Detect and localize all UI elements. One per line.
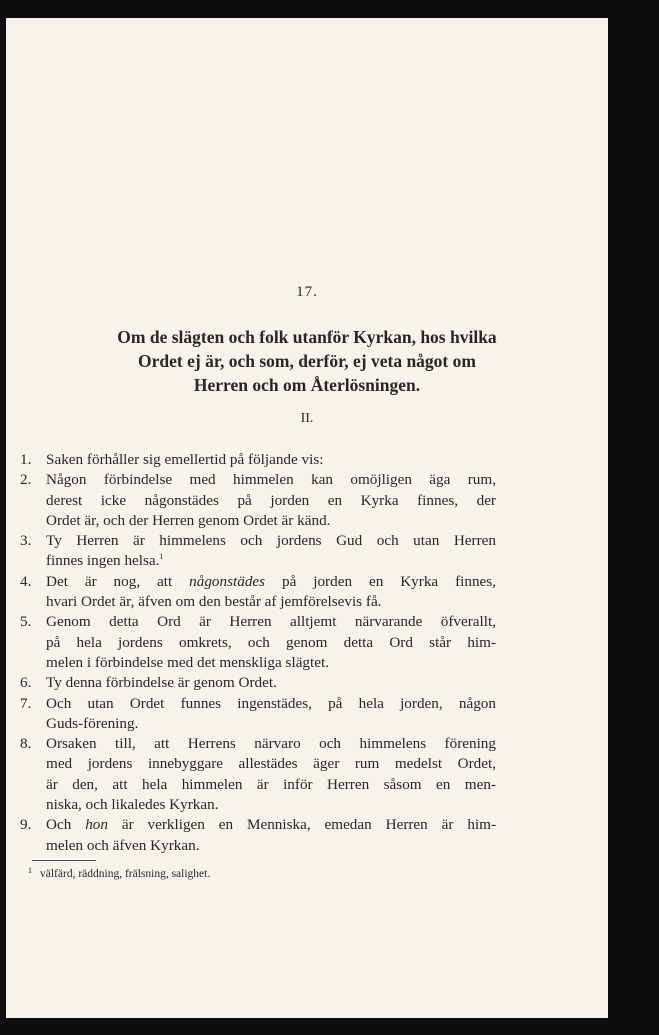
footnote-marker: 1	[28, 866, 32, 875]
footnote-ref[interactable]: 1	[159, 552, 164, 562]
part-label: II.	[300, 411, 314, 426]
paragraph-number: 8.	[20, 735, 32, 753]
paragraph-line: med jordens innebyggare allestädes äger rum medelst Ordet,	[46, 755, 496, 773]
paragraph-line: melen i förbindelse med det menskliga slägtet.	[46, 653, 330, 671]
paragraph-line: på hela jordens omkrets, och genom detta Ord står him-	[46, 633, 496, 651]
emphasis: hon	[85, 816, 108, 834]
paragraph-item	[20, 673, 496, 693]
paragraph-item	[20, 450, 496, 470]
paragraph-item	[20, 815, 496, 856]
book-page	[6, 18, 608, 1018]
paragraph-item	[20, 694, 496, 735]
footnote	[28, 868, 210, 880]
paragraph-item	[20, 531, 496, 572]
paragraph-number: 6.	[20, 674, 32, 692]
paragraph-item	[20, 470, 496, 531]
paragraph-number: 4.	[20, 572, 32, 590]
paragraph-line: Någon förbindelse med himmelen kan omöjligen äga rum,	[46, 471, 496, 489]
paragraph-item	[20, 572, 496, 613]
paragraph-line: finnes ingen helsa.	[46, 552, 160, 570]
paragraph-line: är den, att hela himmelen är inför Herren såsom en men-	[46, 775, 496, 793]
paragraph-line: niska, och likaledes Kyrkan.	[46, 796, 219, 814]
paragraph-line: Guds-förening.	[46, 714, 139, 732]
emphasis: någonstädes	[189, 572, 266, 590]
paragraph-line: hvari Ordet är, äfven om den består af jemförelsevis få.	[46, 593, 382, 611]
footnote-text: välfärd, räddning, frälsning, salighet.	[40, 868, 211, 880]
heading-line: Om de slägten och folk utanför Kyrkan, hos hvilka	[117, 327, 497, 347]
paragraph-number: 1.	[20, 451, 32, 468]
paragraph-number: 3.	[20, 532, 32, 550]
heading-line: Herren och om Återlösningen.	[193, 375, 421, 395]
paragraph-line: Saken förhåller sig emellertid på följande vis:	[46, 451, 324, 468]
paragraph-line: Genom detta Ord är Herren alltjemt närvarande öfverallt,	[46, 613, 496, 631]
paragraph-number: 9.	[20, 816, 32, 834]
paragraph-line: Ty Herren är himmelens och jordens Gud och utan Herren	[46, 532, 496, 550]
paragraph-item	[20, 612, 496, 673]
paragraph-item	[20, 734, 496, 815]
paragraph-number: 5.	[20, 613, 32, 631]
paragraph-line: Ordet är, och der Herren genom Ordet är känd.	[46, 511, 331, 529]
page-number: 17.	[296, 284, 318, 300]
paragraph-line: Ty denna förbindelse är genom Ordet.	[46, 674, 277, 692]
paragraph-line: Det är nog, att någonstädes på jorden en Kyrka finnes,	[46, 572, 496, 590]
paragraph-number: 7.	[20, 694, 32, 712]
paragraph-line: Och hon är verkligen en Menniska, emedan Herren är him-	[46, 816, 497, 834]
footnote-divider	[32, 860, 96, 861]
paragraph-number: 2.	[20, 471, 32, 489]
heading-line: Ordet ej är, och som, derför, ej veta något om	[138, 351, 476, 371]
numbered-paragraphs	[20, 450, 496, 856]
paragraph-line: Orsaken till, att Herrens närvaro och himmelens förening	[46, 735, 496, 753]
paragraph-line: Och utan Ordet funnes ingenstädes, på hela jorden, någon	[46, 694, 496, 712]
chapter-heading	[6, 325, 608, 397]
paragraph-line: derest icke någonstädes på jorden en Kyrka finnes, der	[46, 491, 496, 509]
paragraph-line: melen och äfven Kyrkan.	[46, 836, 200, 854]
